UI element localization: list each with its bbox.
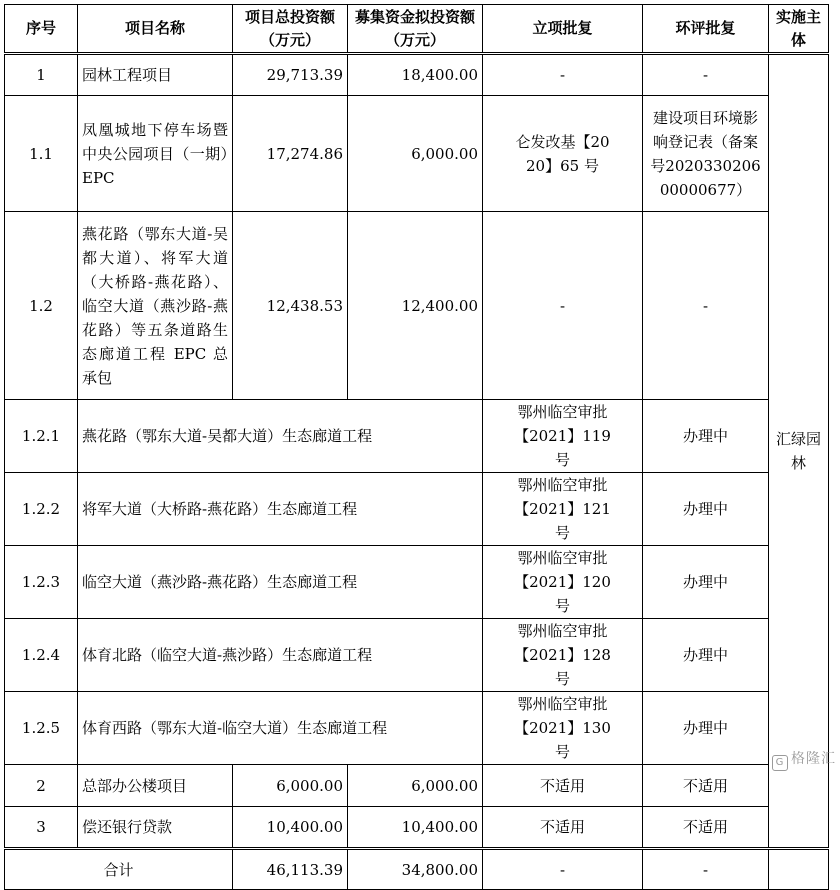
row-env: 不适用 <box>643 807 769 849</box>
row-approval: - <box>483 212 643 400</box>
table-row <box>5 765 829 807</box>
row-total: 12,438.53 <box>233 212 348 400</box>
total-raised-sum: 34,800.00 <box>348 849 483 890</box>
total-row <box>5 849 829 890</box>
table-row <box>5 400 829 473</box>
row-env: 办理中 <box>643 619 769 692</box>
row-approval: 鄂州临空审批【2021】128 号 <box>483 619 643 692</box>
header-raised-funds: 募集资金拟投资额（万元） <box>348 5 483 54</box>
row-no: 2 <box>5 765 78 807</box>
total-env: - <box>643 849 769 890</box>
row-approval: 仑发改基【2020】65 号 <box>483 96 643 212</box>
table-row <box>5 546 829 619</box>
table-row <box>5 619 829 692</box>
watermark-text: 格隆汇 <box>791 751 836 767</box>
row-name: 临空大道（燕沙路-燕花路）生态廊道工程 <box>78 546 483 619</box>
row-approval: 不适用 <box>483 807 643 849</box>
row-raised: 12,400.00 <box>348 212 483 400</box>
row-no: 1.2.1 <box>5 400 78 473</box>
row-raised: 18,400.00 <box>348 54 483 96</box>
total-approval: - <box>483 849 643 890</box>
header-approval: 立项批复 <box>483 5 643 54</box>
table-row <box>5 212 829 400</box>
table-row <box>5 807 829 849</box>
logo-mark-icon: G <box>772 755 788 771</box>
row-no: 1.2.2 <box>5 473 78 546</box>
header-total-investment: 项目总投资额（万元） <box>233 5 348 54</box>
row-no: 1.2.4 <box>5 619 78 692</box>
row-name: 燕花路（鄂东大道-吴都大道）、将军大道（大桥路-燕花路）、临空大道（燕沙路-燕花路）等五条道路生态廊道工程 EPC 总承包 <box>78 212 233 400</box>
row-name: 体育北路（临空大道-燕沙路）生态廊道工程 <box>78 619 483 692</box>
row-approval: 鄂州临空审批【2021】121 号 <box>483 473 643 546</box>
row-no: 1.2.5 <box>5 692 78 765</box>
row-approval: 鄂州临空审批【2021】119 号 <box>483 400 643 473</box>
row-raised: 10,400.00 <box>348 807 483 849</box>
row-approval: 鄂州临空审批【2021】130 号 <box>483 692 643 765</box>
table-row <box>5 473 829 546</box>
row-env: 办理中 <box>643 692 769 765</box>
header-entity: 实施主体 <box>769 5 829 54</box>
row-env: 办理中 <box>643 473 769 546</box>
table-row <box>5 54 829 96</box>
row-env: - <box>643 54 769 96</box>
total-entity-empty <box>769 849 829 890</box>
header-row <box>5 5 829 54</box>
row-env: 建设项目环境影响登记表（备案号202033020600000677） <box>643 96 769 212</box>
row-env: 不适用 <box>643 765 769 807</box>
row-name: 燕花路（鄂东大道-吴都大道）生态廊道工程 <box>78 400 483 473</box>
row-approval: 鄂州临空审批【2021】120 号 <box>483 546 643 619</box>
header-env-approval: 环评批复 <box>643 5 769 54</box>
row-name: 凤凰城地下停车场暨中央公园项目（一期）EPC <box>78 96 233 212</box>
row-approval: - <box>483 54 643 96</box>
watermark-logo <box>772 748 836 771</box>
row-env: 办理中 <box>643 546 769 619</box>
row-no: 1.2 <box>5 212 78 400</box>
total-investment-sum: 46,113.39 <box>233 849 348 890</box>
row-total: 29,713.39 <box>233 54 348 96</box>
table-row <box>5 96 829 212</box>
row-name: 园林工程项目 <box>78 54 233 96</box>
row-name: 总部办公楼项目 <box>78 765 233 807</box>
row-total: 6,000.00 <box>233 765 348 807</box>
row-approval: 不适用 <box>483 765 643 807</box>
header-name: 项目名称 <box>78 5 233 54</box>
table-row <box>5 692 829 765</box>
row-name: 偿还银行贷款 <box>78 807 233 849</box>
row-total: 10,400.00 <box>233 807 348 849</box>
entity-cell: 汇绿园林 <box>769 54 829 849</box>
row-env: - <box>643 212 769 400</box>
row-no: 1.2.3 <box>5 546 78 619</box>
row-name: 体育西路（鄂东大道-临空大道）生态廊道工程 <box>78 692 483 765</box>
row-env: 办理中 <box>643 400 769 473</box>
row-raised: 6,000.00 <box>348 765 483 807</box>
row-total: 17,274.86 <box>233 96 348 212</box>
row-no: 1 <box>5 54 78 96</box>
row-no: 3 <box>5 807 78 849</box>
row-raised: 6,000.00 <box>348 96 483 212</box>
header-no: 序号 <box>5 5 78 54</box>
row-name: 将军大道（大桥路-燕花路）生态廊道工程 <box>78 473 483 546</box>
investment-table <box>4 4 829 890</box>
total-label: 合计 <box>5 849 233 890</box>
row-no: 1.1 <box>5 96 78 212</box>
